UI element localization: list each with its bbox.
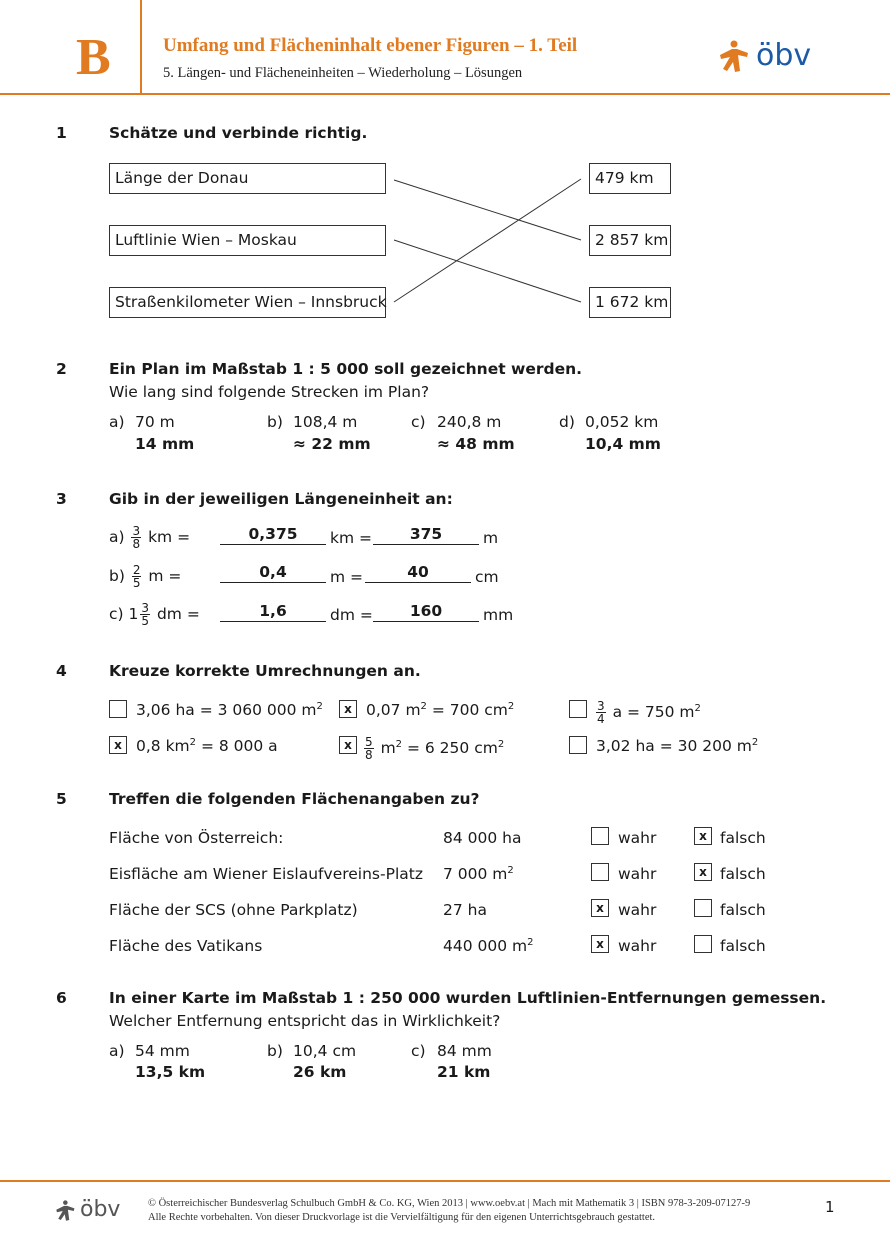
q1-left-box-2: Luftlinie Wien – Moskau <box>109 225 386 256</box>
q3-unit-c: dm = <box>156 605 200 623</box>
q5-false-checkbox-4[interactable] <box>694 935 712 953</box>
q2-label-b: b) <box>267 413 283 431</box>
q3-label-a: a) <box>109 528 125 546</box>
q5-true-label-3: wahr <box>618 901 657 919</box>
q4-item-1: 3,06 ha = 3 060 000 $m^2$ <box>136 701 323 720</box>
footer-divider <box>0 1180 890 1182</box>
q1-number: 1 <box>56 124 67 142</box>
q4-item-3: $\frac{3}{4}$ a = 750 $m^2$ <box>597 699 701 727</box>
q3-label-b: b) <box>109 567 125 585</box>
chapter-letter: B <box>76 29 111 86</box>
q4-checkbox-1[interactable] <box>109 700 127 718</box>
q5-true-label-4: wahr <box>618 937 657 955</box>
q3-answer-a1: 0,375 <box>248 525 298 543</box>
q2-answer-a: 14 mm <box>135 435 195 453</box>
q1-right-box-1: 479 km <box>589 163 671 194</box>
q3-unit-b2: cm <box>475 568 499 586</box>
page-number: 1 <box>825 1198 835 1216</box>
q3-answer-b2: 40 <box>407 563 429 581</box>
q4-item-4: 0,8 $km^2 = 8$ 000 a <box>136 737 278 756</box>
q3-blank-b1 <box>220 582 326 583</box>
q4-checkbox-6[interactable] <box>569 736 587 754</box>
q5-false-mark-1: x <box>699 829 707 843</box>
q6-label-b: b) <box>267 1042 283 1060</box>
q5-value-3: 27 ha <box>443 901 487 920</box>
q1-title: Schätze und verbinde richtig. <box>109 124 368 142</box>
q3-unit-b1: m = <box>330 568 364 586</box>
q5-desc-4: Fläche des Vatikans <box>109 937 263 955</box>
q3-answer-a2: 375 <box>409 525 443 543</box>
q2-answer-d: 10,4 mm <box>585 435 661 453</box>
q5-true-checkbox-1[interactable] <box>591 827 609 845</box>
q5-true-checkbox-4[interactable] <box>591 935 609 953</box>
q2-answer-b: ≈ 22 mm <box>293 435 371 453</box>
q4-checkbox-5[interactable] <box>339 736 357 754</box>
q5-desc-3: Fläche der SCS (ohne Parkplatz) <box>109 901 358 919</box>
q1-line-1 <box>394 180 581 240</box>
q6-number: 6 <box>56 989 67 1007</box>
q2-value-d: 0,052 km <box>585 413 659 431</box>
q2-value-c: 240,8 m <box>437 413 502 431</box>
q5-value-4: 440 000 $m^2$ <box>443 937 534 956</box>
q6-label-c: c) <box>411 1042 426 1060</box>
q3-unit-a1: km = <box>330 529 372 547</box>
q2-label-d: d) <box>559 413 575 431</box>
q3-blank-c2 <box>373 621 479 622</box>
q2-label-a: a) <box>109 413 125 431</box>
q3-title: Gib in der jeweiligen Längeneinheit an: <box>109 490 453 508</box>
q3-unit-c1: dm = <box>330 606 373 624</box>
q3-fraction-b: $\frac{2}{5}$ <box>132 563 141 590</box>
q5-true-checkbox-2[interactable] <box>591 863 609 881</box>
q1-line-3 <box>394 179 581 302</box>
footer-copyright <box>148 1197 750 1225</box>
q6-answer-a: 13,5 km <box>135 1063 206 1081</box>
q5-false-label-2: falsch <box>720 865 766 883</box>
footer-star-icon <box>55 1200 77 1222</box>
q3-row-b <box>109 561 181 591</box>
q3-row-a <box>109 522 190 552</box>
q6-subtitle: Welcher Entfernung entspricht das in Wirklichkeit? <box>109 1012 501 1030</box>
q4-checkbox-2[interactable] <box>339 700 357 718</box>
q5-false-mark-2: x <box>699 865 707 879</box>
q3-unit-a2: m <box>483 529 499 547</box>
logo-text: öbv <box>756 38 812 73</box>
page-title: Umfang und Flächeninhalt ebener Figuren – 1. Teil <box>163 35 578 56</box>
q5-false-label-1: falsch <box>720 829 766 847</box>
q3-label-c: c) <box>109 605 124 623</box>
q3-number: 3 <box>56 490 67 508</box>
q5-number: 5 <box>56 790 67 808</box>
q5-desc-2: Eisfläche am Wiener Eislaufvereins-Platz <box>109 865 423 883</box>
q5-false-checkbox-3[interactable] <box>694 899 712 917</box>
q5-false-label-3: falsch <box>720 901 766 919</box>
footer-line-2: Alle Rechte vorbehalten. Von dieser Druckvorlage ist die Vervielfältigung für den eigenen Unterrichtsgebrauch gestattet. <box>148 1212 656 1223</box>
q6-label-a: a) <box>109 1042 125 1060</box>
q3-blank-a2 <box>373 544 479 545</box>
q1-line-2 <box>394 240 581 302</box>
q5-true-checkbox-3[interactable] <box>591 899 609 917</box>
q3-blank-a1 <box>220 544 326 545</box>
q6-value-b: 10,4 cm <box>293 1042 357 1060</box>
q3-fraction-a: $\frac{3}{8}$ <box>132 524 141 551</box>
q4-number: 4 <box>56 662 67 680</box>
footer-logo-text: öbv <box>80 1197 121 1222</box>
q5-true-mark-4: x <box>596 937 604 951</box>
q5-value-1: 84 000 ha <box>443 829 522 848</box>
q3-answer-c1: 1,6 <box>259 602 287 620</box>
q4-checkbox-4-mark: x <box>114 738 122 752</box>
q4-checkbox-2-mark: x <box>344 702 352 716</box>
q4-checkbox-5-mark: x <box>344 738 352 752</box>
q2-number: 2 <box>56 360 67 378</box>
q1-left-box-3: Straßenkilometer Wien – Innsbruck <box>109 287 386 318</box>
q5-true-label-2: wahr <box>618 865 657 883</box>
q3-fraction-c: $\frac{3}{5}$ <box>141 601 150 628</box>
q2-title: Ein Plan im Maßstab 1 : 5 000 soll gezeichnet werden. <box>109 360 583 378</box>
q5-false-label-4: falsch <box>720 937 766 955</box>
q3-answer-b1: 0,4 <box>259 563 287 581</box>
q4-item-5: $\frac{5}{8}$ $m^2 = 6$ 250 $cm^2$ <box>365 735 505 763</box>
q3-answer-c2: 160 <box>409 602 443 620</box>
q5-desc-1: Fläche von Österreich: <box>109 829 284 847</box>
q4-checkbox-3[interactable] <box>569 700 587 718</box>
q6-value-a: 54 mm <box>135 1042 190 1060</box>
q2-label-c: c) <box>411 413 426 431</box>
footer-logo <box>55 1196 135 1226</box>
q5-title: Treffen die folgenden Flächenangaben zu? <box>109 790 480 808</box>
footer-line-1: © Österreichischer Bundesverlag Schulbuch GmbH & Co. KG, Wien 2013 | www.oebv.at | Mach mit Mathematik 3 | ISBN 978-3-209-07127-9 <box>148 1198 751 1209</box>
q4-title: Kreuze korrekte Umrechnungen an. <box>109 662 421 680</box>
q5-false-checkbox-2[interactable] <box>694 863 712 881</box>
q3-blank-c1 <box>220 621 326 622</box>
q6-answer-b: 26 km <box>293 1063 347 1081</box>
q5-true-label-1: wahr <box>618 829 657 847</box>
q4-item-2: 0,07 $m^2 = 700$ $cm^2$ <box>366 701 515 720</box>
q1-left-box-1: Länge der Donau <box>109 163 386 194</box>
q5-false-checkbox-1[interactable] <box>694 827 712 845</box>
q2-value-a: 70 m <box>135 413 175 431</box>
q3-blank-b2 <box>365 582 471 583</box>
q1-connection-lines <box>0 0 890 400</box>
q4-item-6: 3,02 ha = 30 200 $m^2$ <box>596 737 759 756</box>
q2-subtitle: Wie lang sind folgende Strecken im Plan? <box>109 383 430 401</box>
q6-answer-c: 21 km <box>437 1063 491 1081</box>
q3-unit-a: km = <box>148 528 191 546</box>
q2-answer-c: ≈ 48 mm <box>437 435 515 453</box>
q6-value-c: 84 mm <box>437 1042 492 1060</box>
q1-right-box-2: 2 857 km <box>589 225 671 256</box>
q5-true-mark-3: x <box>596 901 604 915</box>
q3-whole-c: 1 <box>128 605 139 623</box>
q3-unit-b: m = <box>148 567 182 585</box>
q6-title: In einer Karte im Maßstab 1 : 250 000 wurden Luftlinien-Entfernungen gemessen. <box>109 989 827 1007</box>
page-subtitle: 5. Längen- und Flächeneinheiten – Wiederholung – Lösungen <box>163 65 523 81</box>
q4-checkbox-4[interactable] <box>109 736 127 754</box>
q2-value-b: 108,4 m <box>293 413 358 431</box>
q5-value-2: 7 000 $m^2$ <box>443 865 514 884</box>
q3-unit-c2: mm <box>483 606 514 624</box>
q3-row-c <box>109 599 200 629</box>
q1-right-box-3: 1 672 km <box>589 287 671 318</box>
